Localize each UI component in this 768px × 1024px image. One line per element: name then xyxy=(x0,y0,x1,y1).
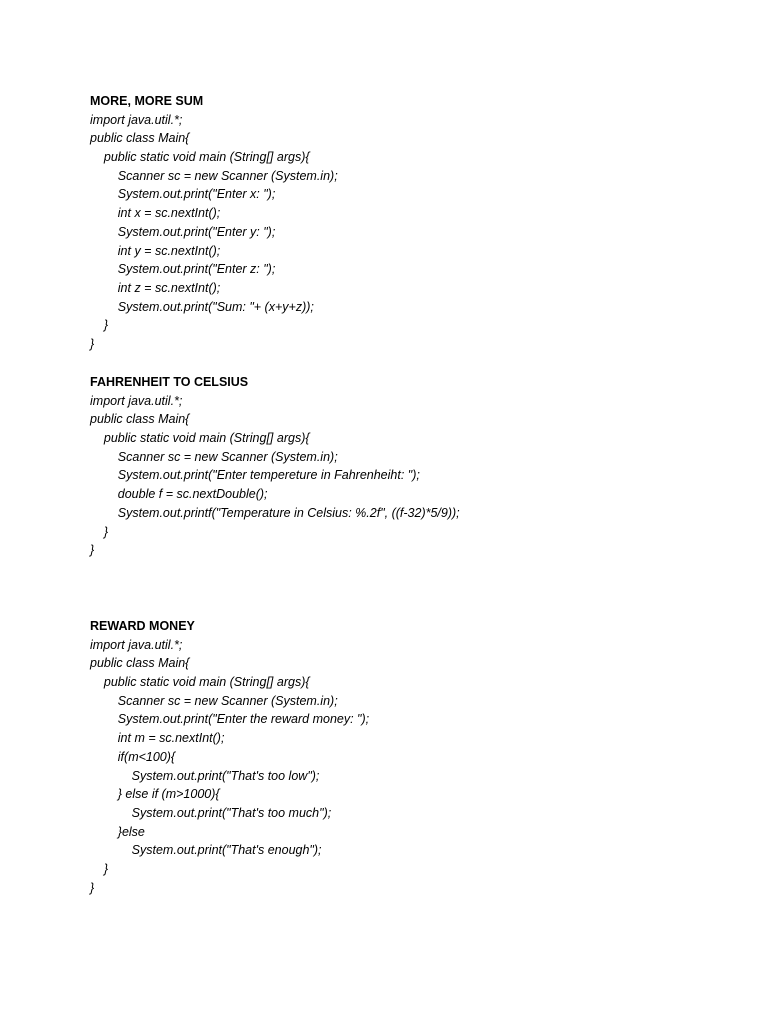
code-line: import java.util.*; xyxy=(90,393,183,408)
section-more-more-sum xyxy=(90,92,730,354)
code-line: int y = sc.nextInt(); xyxy=(90,243,221,258)
code-line: int z = sc.nextInt(); xyxy=(90,280,221,295)
code-line: System.out.print("Enter y: "); xyxy=(90,224,276,239)
section-fahrenheit-to-celsius xyxy=(90,373,730,560)
code-line: double f = sc.nextDouble(); xyxy=(90,487,268,502)
code-line: }else xyxy=(90,824,145,839)
section-reward-money xyxy=(90,617,730,897)
code-line: public class Main{ xyxy=(90,412,190,427)
section-title: MORE, MORE SUM xyxy=(90,94,204,108)
code-line: } xyxy=(90,880,95,895)
code-line: public static void main (String[] args){ xyxy=(90,675,310,690)
code-line: int m = sc.nextInt(); xyxy=(90,731,225,746)
code-line: System.out.printf("Temperature in Celsius: %.2f", ((f-32)*5/9)); xyxy=(90,505,460,520)
code-line: System.out.print("Enter tempereture in Fahrenheiht: "); xyxy=(90,468,420,483)
code-line: System.out.print("That's too much"); xyxy=(90,805,332,820)
code-line: import java.util.*; xyxy=(90,637,183,652)
code-line: Scanner sc = new Scanner (System.in); xyxy=(90,449,338,464)
code-line: int x = sc.nextInt(); xyxy=(90,206,221,221)
code-line: } xyxy=(90,543,95,558)
code-line: public class Main{ xyxy=(90,131,190,146)
code-line: System.out.print("That's too low"); xyxy=(90,768,320,783)
code-line: if(m<100){ xyxy=(90,749,176,764)
code-line: System.out.print("Enter x: "); xyxy=(90,187,276,202)
code-line: public static void main (String[] args){ xyxy=(90,431,310,446)
code-line: Scanner sc = new Scanner (System.in); xyxy=(90,693,338,708)
code-line: } xyxy=(90,524,109,539)
code-line: System.out.print("Sum: "+ (x+y+z)); xyxy=(90,299,314,314)
code-line: System.out.print("Enter the reward money: "); xyxy=(90,712,370,727)
code-line: System.out.print("That's enough"); xyxy=(90,843,322,858)
code-line: import java.util.*; xyxy=(90,112,183,127)
section-title: FAHRENHEIT TO CELSIUS xyxy=(90,375,249,389)
section-title: REWARD MONEY xyxy=(90,619,195,633)
code-line: public static void main (String[] args){ xyxy=(90,150,310,165)
code-line: System.out.print("Enter z: "); xyxy=(90,262,276,277)
code-line: } else if (m>1000){ xyxy=(90,787,220,802)
code-line: } xyxy=(90,861,109,876)
code-line: Scanner sc = new Scanner (System.in); xyxy=(90,168,338,183)
code-line: } xyxy=(90,336,95,351)
code-line: public class Main{ xyxy=(90,656,190,671)
code-line: } xyxy=(90,318,109,333)
